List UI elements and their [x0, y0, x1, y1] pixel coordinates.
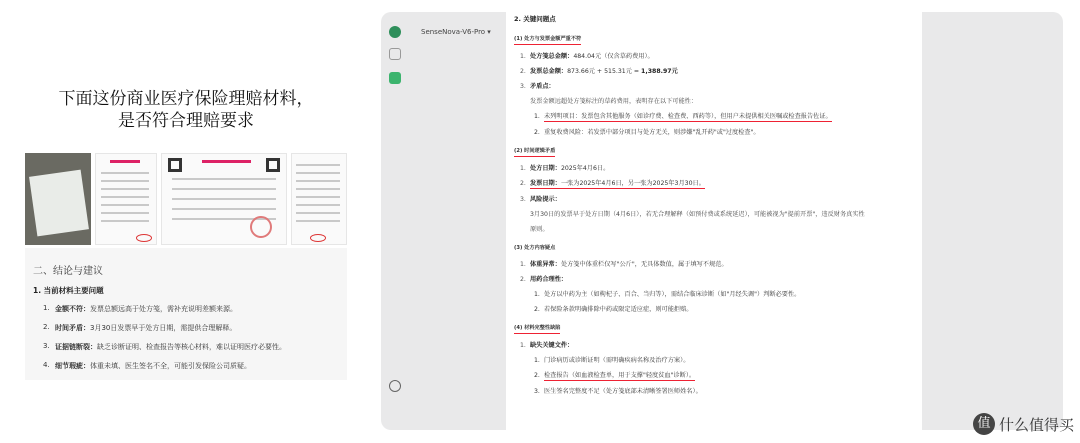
sidebar-panel-icon[interactable] — [389, 48, 401, 60]
question-title — [25, 88, 347, 132]
conclusion-item: 1. 金额不符：发票总额远高于处方笺，需补充说明差额来源。 — [43, 304, 237, 313]
response-heading: 2. 关键问题点 — [514, 15, 556, 23]
sub-item: 1. 处方以中药为主（如枸杞子、百合、当归等），需结合临床诊断（如"月经失调"）判断必要性。 — [534, 291, 801, 298]
conclusion-subtitle: 1. 当前材料主要问题 — [33, 286, 104, 295]
sub-item: 3. 医生签名完整度不足（处方笺底部未清晰签署医师姓名）。 — [534, 388, 702, 395]
thumbnail-prescription[interactable] — [291, 153, 347, 245]
list-item: 2. 发票总金额：873.66元 + 515.31元 = 1,388.97元 — [520, 68, 678, 75]
list-item: 2. 用药合理性： — [520, 276, 568, 283]
conclusion-title: 二、结论与建议 — [33, 266, 103, 277]
claim-material-thumbnails — [25, 153, 347, 245]
list-item: 1. 缺失关键文件： — [520, 342, 574, 349]
conclusion-item: 2. 时间矛盾：3月30日发票早于处方日期，需提供合理解释。 — [43, 323, 237, 332]
app-sidebar — [381, 12, 409, 430]
list-item-highlighted: 2. 发票日期：一张为2025年4月6日，另一张为2025年3月30日。 — [520, 180, 705, 187]
model-selector[interactable]: SenseNova-V6-Pro ▾ — [421, 28, 491, 36]
paragraph: 3月30日的发票早于处方日期（4月6日），若无合理解释（如预付费或系统延迟），可能被视为"提前开票"，违反财务真实性 — [530, 211, 865, 218]
chat-window — [381, 12, 1063, 430]
thumbnail-photo[interactable] — [25, 153, 91, 245]
photo-paper — [29, 170, 89, 237]
conclusion-item: 3. 证据链断裂：缺乏诊断证明、检查报告等核心材料，难以证明医疗必要性。 — [43, 342, 286, 351]
section-time-conflict: (2) 时间逻辑矛盾 — [514, 147, 555, 157]
chat-response — [506, 12, 922, 430]
list-item: 3. 矛盾点： — [520, 83, 555, 90]
sub-item-highlighted: 2. 检查报告（如血液检查单，用于支撑"轻度贫血"诊断）。 — [534, 372, 696, 379]
sub-item: 1. 门诊病历或诊断证明（需明确疾病名称及治疗方案）。 — [534, 357, 690, 364]
watermark-text: 什么值得买 — [998, 415, 1074, 434]
conclusion-panel — [25, 248, 347, 380]
watermark-logo-icon: 值 — [973, 413, 995, 435]
sub-item: 2. 若保险条款明确排除中药或限定适应症，则可能拒赔。 — [534, 306, 693, 313]
list-item: 1. 处方日期：2025年4月6日。 — [520, 165, 610, 172]
question-line-2: 是否符合理赔要求 — [118, 111, 254, 131]
section-amount-mismatch: (1) 处方与发票金额严重不符 — [514, 35, 581, 45]
user-avatar-icon[interactable] — [389, 380, 401, 392]
question-line-1: 下面这份商业医疗保险理赔材料， — [58, 89, 314, 109]
list-item: 1. 处方笺总金额：484.04元（仅含草药费用）。 — [520, 53, 654, 60]
section-completeness: (4) 材料完整性缺陷 — [514, 324, 560, 334]
thumbnail-invoice-2[interactable] — [161, 153, 287, 245]
watermark — [973, 413, 1074, 435]
conclusion-item: 4. 细节瑕疵：体重未填、医生签名不全，可能引发保险公司质疑。 — [43, 361, 251, 370]
paragraph: 原则。 — [530, 226, 549, 233]
list-item: 1. 体重异常：处方笺中体重栏仅写"公斤"，无具体数值，属于填写不规范。 — [520, 261, 728, 268]
sub-item-highlighted: 1. 未列明项目：发票包含其他服务（如诊疗费、检查费、西药等），但用户未提供相关医嘱或检查报告佐证。 — [534, 113, 832, 120]
app-logo-icon[interactable] — [389, 26, 401, 38]
sub-item: 2. 重复收费风险：若发票中部分项目与处方无关，则涉嫌"乱开药"或"过度检查"。 — [534, 129, 760, 136]
new-chat-icon[interactable] — [389, 72, 401, 84]
section-prescription-doubts: (3) 处方内容疑点 — [514, 245, 556, 251]
list-item: 3. 风险提示： — [520, 196, 561, 203]
thumbnail-invoice-1[interactable] — [95, 153, 157, 245]
paragraph: 发票金额远超处方笺标注的草药费用，表明存在以下可能性： — [530, 98, 698, 105]
